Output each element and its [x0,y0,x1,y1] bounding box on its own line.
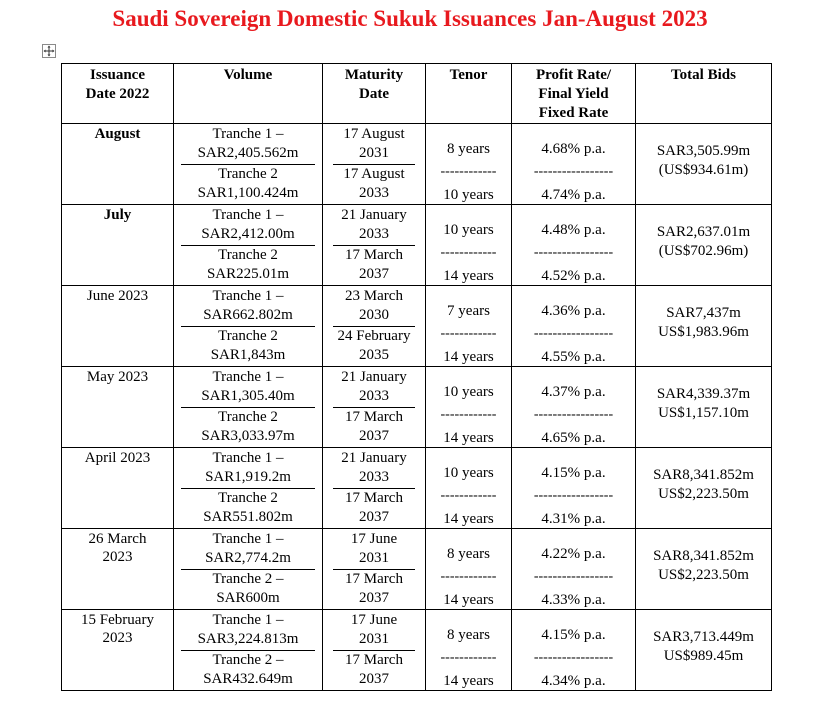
rate-1: 4.68% p.a. [541,141,606,157]
maturity-1-year: 2031 [359,630,389,647]
header-profit-rate [512,64,636,124]
tranche-2-maturity [333,246,415,286]
issuance-date-cell [62,610,174,691]
tenor-1: 10 years [443,222,494,238]
maturity-cell [323,610,426,691]
rate-separator: ----------------- [533,573,614,581]
profit-rate-cell [512,205,636,286]
tenor-cell [426,448,512,529]
header-volume [174,64,323,124]
tranche-1-maturity [333,205,415,246]
tranche-1-maturity [333,529,415,570]
tenor-2: 14 years [443,430,494,446]
maturity-1-year: 2033 [359,387,389,404]
total-bids-cell [636,367,772,448]
rate-1: 4.48% p.a. [541,222,606,238]
table-row [62,610,772,691]
total-bids-cell [636,610,772,691]
header-maturity-date [323,64,426,124]
header-rate-line1: Profit Rate/ [535,67,612,83]
document-title: Saudi Sovereign Domestic Sukuk Issuances Jan-August 2023 [112,6,708,31]
tenor-cell [426,529,512,610]
table-row [62,205,772,286]
maturity-2-year: 2033 [359,185,389,202]
profit-rate-cell [512,286,636,367]
tranche-1-amount: SAR2,405.562m [197,144,299,161]
tranche-1-volume [181,610,315,651]
maturity-1-day-month: 17 June [350,611,398,628]
bids-sar: SAR7,437m [666,305,741,321]
table-row [62,367,772,448]
maturity-2-year: 2037 [359,428,389,445]
issuance-date-cell [62,367,174,448]
maturity-1-day-month: 21 January [341,368,407,385]
maturity-1-day-month: 21 January [341,449,407,466]
header-row [62,64,772,124]
rate-separator: ----------------- [533,330,614,338]
header-date-line1: Issuance [89,67,145,83]
maturity-2-year: 2037 [359,590,389,607]
total-bids-cell [636,124,772,205]
tenor-cell [426,367,512,448]
tranche-1-label: Tranche 1 – [212,530,284,547]
maturity-2-day-month: 17 March [345,247,403,264]
header-volume-text: Volume [223,67,273,83]
maturity-cell [323,124,426,205]
issuance-date-cell [62,124,174,205]
maturity-2-day-month: 24 February [337,328,411,345]
tenor-cell [426,124,512,205]
tranche-1-maturity [333,124,415,165]
tranche-2-maturity [333,651,415,691]
tranche-2-volume [181,246,315,286]
total-bids-cell [636,205,772,286]
tenor-1: 8 years [447,627,490,643]
maturity-1-year: 2033 [359,468,389,485]
volume-cell [174,610,323,691]
volume-cell [174,286,323,367]
header-tenor [426,64,512,124]
tenor-separator: ------------ [440,573,497,581]
bids-sar: SAR3,713.449m [653,629,754,645]
tranche-1-maturity [333,286,415,327]
header-total-bids [636,64,772,124]
header-maturity-line1: Maturity [344,67,404,83]
maturity-1-day-month: 17 August [343,125,405,142]
tranche-2-amount: SAR432.649m [203,671,293,688]
issuance-date-cell [62,448,174,529]
tenor-separator: ------------ [440,654,497,662]
bids-sar: SAR4,339.37m [656,386,751,402]
tranche-1-amount: SAR662.802m [203,306,293,323]
tranche-1-amount: SAR1,305.40m [201,387,295,404]
tenor-1: 10 years [443,384,494,400]
issuance-date-line1: 15 February [81,612,154,628]
tranche-2-maturity [333,570,415,610]
tranche-2-maturity [333,408,415,448]
rate-2: 4.31% p.a. [541,511,606,527]
maturity-1-day-month: 17 June [350,530,398,547]
maturity-2-day-month: 17 March [345,571,403,588]
profit-rate-cell [512,124,636,205]
tranche-1-volume [181,529,315,570]
header-maturity-line2: Date [359,86,389,102]
sukuk-issuance-table [61,63,772,691]
maturity-cell [323,448,426,529]
bids-usd: US$2,223.50m [658,567,749,583]
maturity-1-year: 2031 [359,549,389,566]
tranche-2-amount: SAR1,843m [210,347,286,364]
tenor-2: 14 years [443,592,494,608]
total-bids-cell [636,529,772,610]
issuance-date-line1: August [94,126,141,142]
rate-2: 4.65% p.a. [541,430,606,446]
maturity-1-year: 2031 [359,144,389,161]
rate-1: 4.36% p.a. [541,303,606,319]
tranche-2-label: Tranche 2 [218,409,278,426]
profit-rate-cell [512,367,636,448]
maturity-2-day-month: 17 August [343,166,405,183]
tenor-separator: ------------ [440,249,497,257]
tranche-2-label: Tranche 2 [218,490,278,507]
tenor-cell [426,286,512,367]
rate-2: 4.74% p.a. [541,187,606,203]
volume-cell [174,529,323,610]
issuance-date-line2: 2023 [102,549,133,565]
header-tenor-text: Tenor [449,67,488,83]
issuance-date-cell [62,205,174,286]
rate-separator: ----------------- [533,411,614,419]
maturity-1-day-month: 23 March [345,287,403,304]
issuance-date-cell [62,286,174,367]
tranche-1-volume [181,205,315,246]
tranche-1-amount: SAR2,774.2m [205,549,291,566]
tranche-2-amount: SAR225.01m [206,266,290,283]
table-row [62,124,772,205]
tranche-2-maturity [333,327,415,367]
tranche-1-label: Tranche 1 – [212,611,284,628]
tenor-cell [426,205,512,286]
tenor-separator: ------------ [440,330,497,338]
table-row [62,529,772,610]
issuance-date-line1: July [103,207,132,223]
table-row [62,286,772,367]
volume-cell [174,448,323,529]
maturity-cell [323,529,426,610]
tenor-2: 14 years [443,673,494,689]
tranche-1-label: Tranche 1 – [212,449,284,466]
issuance-date-line1: May 2023 [86,369,149,385]
bids-usd: US$1,157.10m [658,405,749,421]
tranche-1-maturity [333,448,415,489]
tranche-2-maturity [333,489,415,529]
issuance-date-line2: 2023 [102,630,133,646]
maturity-2-day-month: 17 March [345,652,403,669]
tenor-2: 14 years [443,268,494,284]
tranche-2-amount: SAR3,033.97m [201,428,295,445]
tenor-separator: ------------ [440,492,497,500]
tenor-1: 10 years [443,465,494,481]
rate-2: 4.34% p.a. [541,673,606,689]
tranche-2-label: Tranche 2 [218,328,278,345]
tranche-1-amount: SAR2,412.00m [201,225,295,242]
header-rate-line3: Fixed Rate [538,105,609,121]
tranche-1-maturity [333,610,415,651]
profit-rate-cell [512,610,636,691]
bids-sar: SAR8,341.852m [653,548,754,564]
table-row [62,448,772,529]
bids-usd: US$2,223.50m [658,486,749,502]
maturity-2-year: 2037 [359,509,389,526]
tenor-1: 8 years [447,141,490,157]
tranche-1-amount: SAR1,919.2m [205,468,291,485]
tenor-cell [426,610,512,691]
rate-1: 4.15% p.a. [541,465,606,481]
header-date-line2: Date 2022 [85,86,150,102]
tranche-2-volume [181,651,315,691]
rate-1: 4.37% p.a. [541,384,606,400]
tenor-separator: ------------ [440,411,497,419]
total-bids-cell [636,448,772,529]
maturity-2-year: 2035 [359,347,389,364]
rate-2: 4.52% p.a. [541,268,606,284]
bids-usd: US$989.45m [663,648,744,664]
rate-separator: ----------------- [533,492,614,500]
maturity-2-year: 2037 [359,266,389,283]
rate-2: 4.55% p.a. [541,349,606,365]
tenor-separator: ------------ [440,168,497,176]
volume-cell [174,205,323,286]
header-issuance-date [62,64,174,124]
volume-cell [174,367,323,448]
tranche-2-amount: SAR551.802m [203,509,293,526]
maturity-1-year: 2030 [359,306,389,323]
tranche-1-maturity [333,367,415,408]
bids-sar: SAR8,341.852m [653,467,754,483]
maturity-1-year: 2033 [359,225,389,242]
rate-1: 4.22% p.a. [541,546,606,562]
bids-sar: SAR3,505.99m [656,143,751,159]
bids-usd: US$1,983.96m [658,324,749,340]
tranche-2-amount: SAR600m [216,590,280,607]
tranche-1-label: Tranche 1 – [212,368,284,385]
maturity-2-day-month: 17 March [345,409,403,426]
issuance-date-line1: 26 March [88,531,147,547]
issuance-date-line1: June 2023 [86,288,149,304]
bids-sar: SAR2,637.01m [656,224,751,240]
tranche-1-volume [181,448,315,489]
tranche-2-label: Tranche 2 – [212,652,284,669]
tranche-1-volume [181,124,315,165]
tranche-1-label: Tranche 1 – [212,125,284,142]
tranche-2-label: Tranche 2 [218,166,278,183]
issuance-date-cell [62,529,174,610]
maturity-2-year: 2037 [359,671,389,688]
profit-rate-cell [512,529,636,610]
header-bids-text: Total Bids [671,67,736,83]
profit-rate-cell [512,448,636,529]
tranche-1-amount: SAR3,224.813m [197,630,299,647]
tenor-1: 7 years [447,303,490,319]
rate-separator: ----------------- [533,249,614,257]
tenor-1: 8 years [447,546,490,562]
tenor-2: 14 years [443,349,494,365]
tranche-2-volume [181,570,315,610]
tranche-2-volume [181,408,315,448]
tranche-1-label: Tranche 1 – [212,206,284,223]
rate-separator: ----------------- [533,168,614,176]
maturity-cell [323,367,426,448]
rate-2: 4.33% p.a. [541,592,606,608]
maturity-cell [323,205,426,286]
tenor-2: 14 years [443,511,494,527]
rate-separator: ----------------- [533,654,614,662]
rate-1: 4.15% p.a. [541,627,606,643]
maturity-2-day-month: 17 March [345,490,403,507]
tranche-2-amount: SAR1,100.424m [197,185,299,202]
tranche-2-volume [181,165,315,205]
tranche-2-maturity [333,165,415,205]
tranche-2-volume [181,327,315,367]
tranche-1-volume [181,367,315,408]
header-rate-line2: Final Yield [538,86,609,102]
tranche-2-volume [181,489,315,529]
tranche-1-label: Tranche 1 – [212,287,284,304]
table-move-handle-icon[interactable] [42,44,56,58]
issuance-date-line1: April 2023 [84,450,151,466]
volume-cell [174,124,323,205]
tranche-1-volume [181,286,315,327]
bids-usd: (US$702.96m) [658,243,749,259]
tenor-2: 10 years [443,187,494,203]
maturity-1-day-month: 21 January [341,206,407,223]
tranche-2-label: Tranche 2 – [212,571,284,588]
total-bids-cell [636,286,772,367]
bids-usd: (US$934.61m) [658,162,749,178]
maturity-cell [323,286,426,367]
tranche-2-label: Tranche 2 [218,247,278,264]
